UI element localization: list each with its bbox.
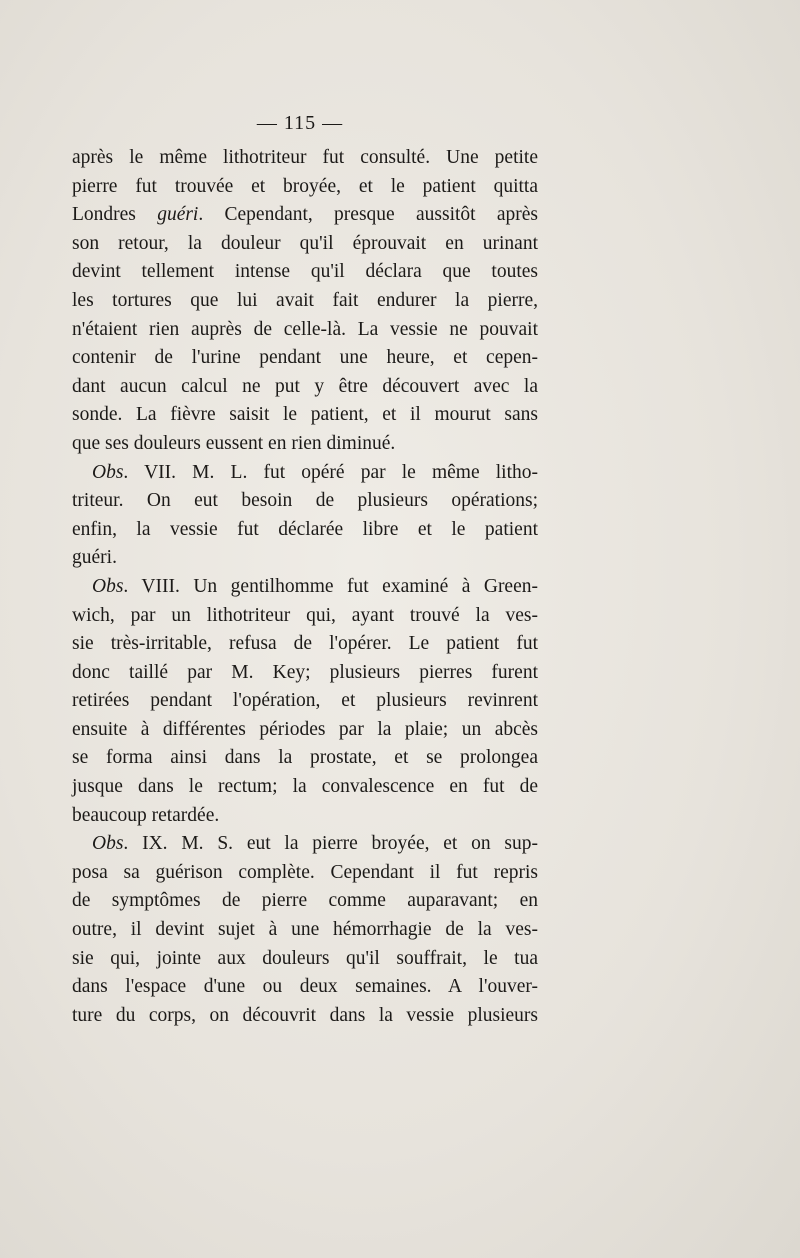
italic-word: guéri (157, 204, 199, 226)
text-line: ensuite à différentes périodes par la plaie; un abcès (72, 718, 538, 740)
text-line: donc taillé par M. Key; plusieurs pierres furent (72, 661, 538, 683)
obs-abbreviation: Obs (92, 833, 124, 855)
text-line: les tortures que lui avait fait endurer la pierre, (72, 289, 538, 311)
text-line: de symptômes de pierre comme auparavant; en (72, 890, 538, 912)
body-text (72, 144, 538, 1030)
text-line: sie qui, jointe aux douleurs qu'il souffrait, le tua (72, 947, 538, 969)
text-line: posa sa guérison complète. Cependant il fut repris (72, 861, 538, 883)
text-line: Londres guéri. Cependant, presque aussitôt après (72, 204, 538, 226)
text-line: ture du corps, on découvrit dans la vessie plusieurs (72, 1004, 538, 1026)
text-line: que ses douleurs eussent en rien diminué. (72, 432, 396, 454)
text-line: sie très-irritable, refusa de l'opérer. Le patient fut (72, 633, 538, 655)
obs-heading-line: Obs. VIII. Un gentilhomme fut examiné à Green- (92, 575, 538, 597)
page-number: — 115 — (256, 112, 344, 134)
text-line: guéri. (72, 547, 117, 569)
text-line: enfin, la vessie fut déclarée libre et le patient (72, 518, 538, 540)
text-line: triteur. On eut besoin de plusieurs opérations; (72, 490, 538, 512)
obs-abbreviation: Obs (92, 461, 124, 483)
text-line: wich, par un lithotriteur qui, ayant trouvé la ves- (72, 604, 538, 626)
text-line: dant aucun calcul ne put y être découvert avec la (72, 375, 538, 397)
text-line: outre, il devint sujet à une hémorrhagie de la ves- (72, 919, 538, 941)
text-line: retirées pendant l'opération, et plusieurs revinrent (72, 690, 538, 712)
obs-abbreviation: Obs (92, 575, 124, 597)
text-line: devint tellement intense qu'il déclara que toutes (72, 261, 538, 283)
text-line: se forma ainsi dans la prostate, et se prolongea (72, 747, 538, 769)
obs-heading-line: Obs. VII. M. L. fut opéré par le même litho- (92, 461, 538, 483)
text-line: après le même lithotriteur fut consulté. Une petite (72, 147, 538, 168)
text-line: jusque dans le rectum; la convalescence en fut de (72, 776, 538, 798)
text-line: n'étaient rien auprès de celle-là. La vessie ne pouvait (72, 318, 538, 340)
text-line: sonde. La fièvre saisit le patient, et il mourut sans (72, 404, 538, 426)
obs-heading-line: Obs. IX. M. S. eut la pierre broyée, et on sup- (92, 833, 538, 855)
text-line: son retour, la douleur qu'il éprouvait en urinant (72, 232, 538, 254)
text-line: dans l'espace d'une ou deux semaines. A l'ouver- (72, 976, 538, 998)
text-line: contenir de l'urine pendant une heure, et cepen- (72, 347, 538, 369)
text-line: beaucoup retardée. (72, 804, 220, 826)
text-line: pierre fut trouvée et broyée, et le patient quitta (72, 175, 538, 197)
